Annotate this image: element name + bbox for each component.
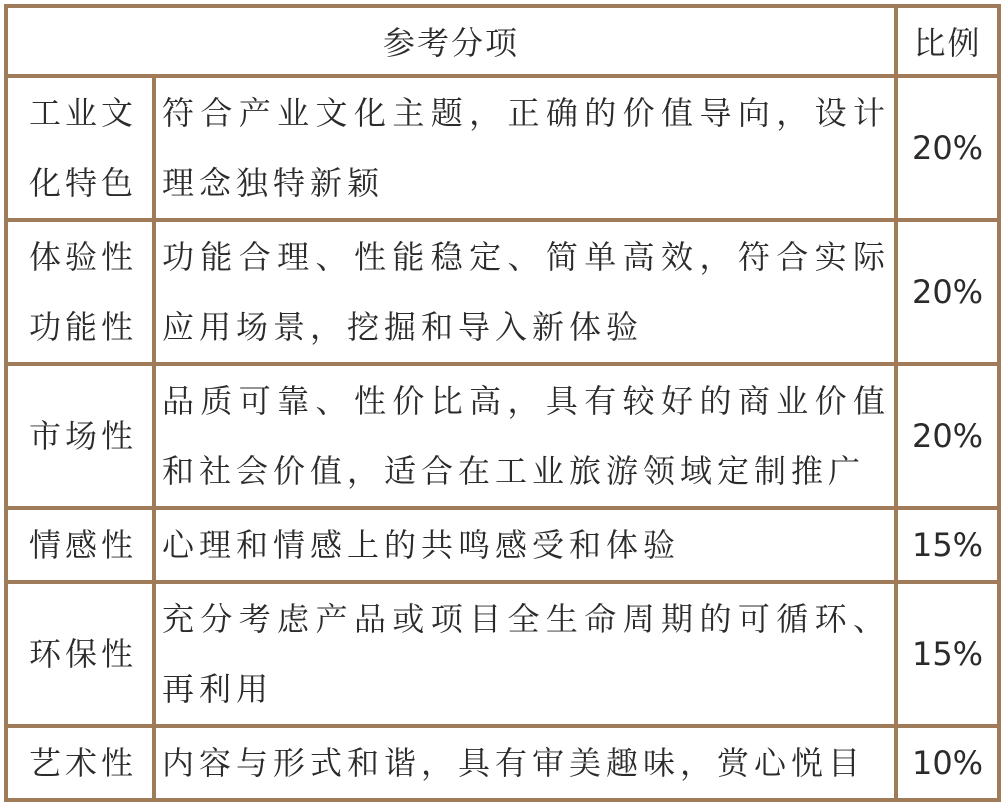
row-category: 市场性 [6,364,154,508]
row-description: 符合产业文化主题，正确的价值导向，设计理念独特新颖 [154,76,896,220]
table-header-row [6,6,999,76]
row-category [6,76,154,220]
scoring-criteria-table [4,4,1001,802]
row-category: 艺术性 [6,726,154,800]
row-description: 功能合理、性能稳定、简单高效，符合实际应用场景，挖掘和导入新体验 [154,220,896,364]
row-description: 心理和情感上的共鸣感受和体验 [154,508,896,582]
row-ratio: 20% [896,220,999,364]
header-ratio: 比例 [896,6,999,76]
row-ratio: 10% [896,726,999,800]
table-row [6,508,999,582]
row-category [6,220,154,364]
row-ratio: 15% [896,508,999,582]
table-row [6,582,999,726]
row-category: 情感性 [6,508,154,582]
row-ratio: 15% [896,582,999,726]
row-category: 环保性 [6,582,154,726]
category-line: 功能性 [28,308,137,346]
table-row [6,726,999,800]
row-ratio: 20% [896,364,999,508]
table-row [6,76,999,220]
category-line: 化特色 [28,164,137,202]
table-row [6,220,999,364]
row-description: 品质可靠、性价比高，具有较好的商业价值和社会价值，适合在工业旅游领域定制推广 [154,364,896,508]
header-item: 参考分项 [6,6,896,76]
category-line: 工业文 [28,94,137,132]
category-line: 体验性 [28,238,137,276]
row-ratio: 20% [896,76,999,220]
row-description: 内容与形式和谐，具有审美趣味，赏心悦目 [154,726,896,800]
row-description: 充分考虑产品或项目全生命周期的可循环、再利用 [154,582,896,726]
table-row [6,364,999,508]
